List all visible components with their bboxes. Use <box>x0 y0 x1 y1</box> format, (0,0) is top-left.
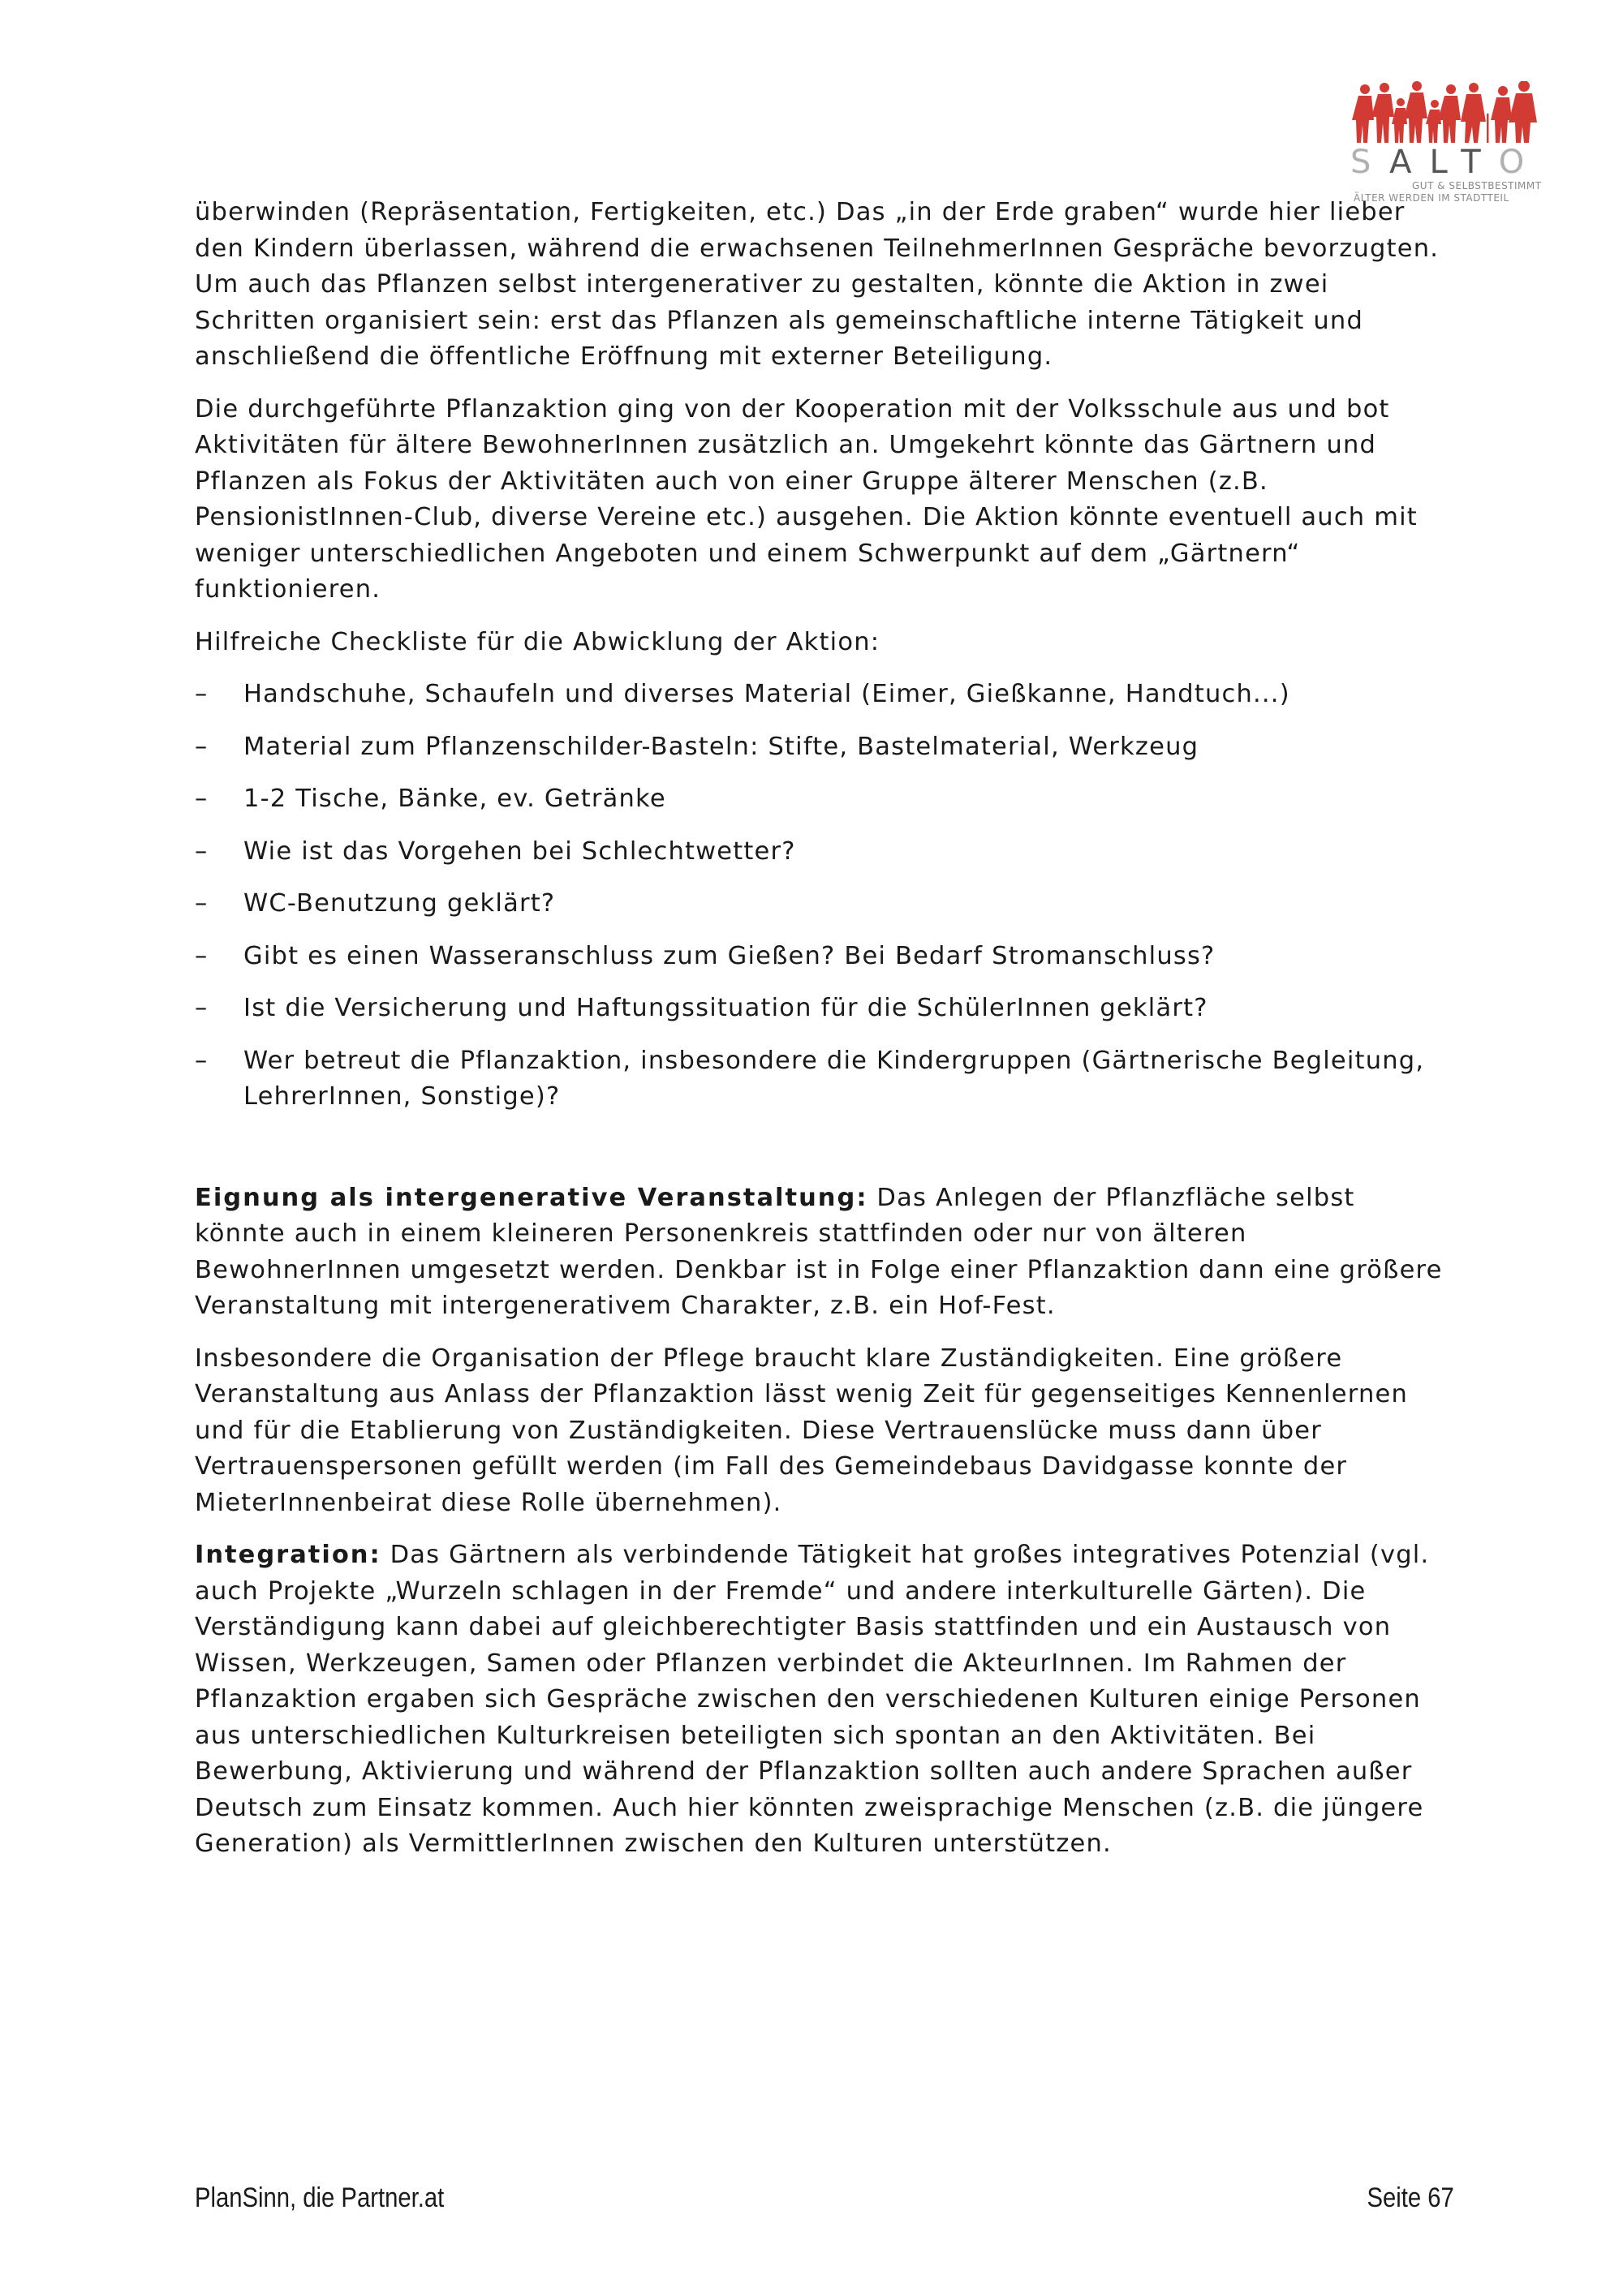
paragraph-eignung <box>195 1180 1444 1325</box>
section-spacer <box>195 1132 1444 1180</box>
dash-marker: – <box>195 994 209 1022</box>
paragraph-kooperation: Die durchgeführte Pflanzaktion ging von der Kooperation mit der Volksschule aus und bot Aktivitäten für ältere BewohnerInnen zusätzlich an. Umgekehrt könnte das Gärtnern und Pflanzen als Fokus der Aktivitäten auch von einer Gruppe älterer Menschen (z.B. PensionistInnen-Club, diverse Vereine etc.) ausgehen. Die Aktion könnte eventuell auch mit weniger unterschiedlichen Angeboten und einem Schwerpunkt auf dem „Gärtnern“ funktionieren. <box>195 394 1418 604</box>
paragraph-intergenerative: überwinden (Repräsentation, Fertigkeiten, etc.) Das „in der Erde graben“ wurde hier lieber den Kindern überlassen, während die erwachsenen TeilnehmerInnen Gespräche bevorzugten. Um auch das Pflanzen selbst intergenerativer zu gestalten, könnte die Aktion in zwei Schritten organisiert sein: erst das Pflanzen als gemeinschaftliche interne Tätigkeit und anschließend die öffentliche Eröffnung mit externer Beteiligung. <box>195 198 1440 371</box>
logo-letter-a: A <box>1389 144 1430 181</box>
checklist-item <box>195 991 1444 1027</box>
dash-marker: – <box>195 941 209 970</box>
checklist-item <box>195 677 1444 713</box>
dash-marker: – <box>195 785 209 813</box>
logo-tagline-1: GUT & SELBSTBESTIMMT <box>1412 180 1542 191</box>
checklist-item-text: Gibt es einen Wasseranschluss zum Gießen? Bei Bedarf Stromanschluss? <box>243 941 1216 970</box>
dash-marker: – <box>195 680 209 708</box>
salto-logo <box>1347 81 1542 203</box>
checklist-item-text: 1-2 Tische, Bänke, ev. Getränke <box>243 785 666 813</box>
logo-figures-graphic <box>1347 81 1542 146</box>
integration-text: Das Gärtnern als verbindende Tätigkeit hat großes integratives Potenzial (vgl. auch Projekte „Wurzeln schlagen in der Fremde“ und andere interkulturelle Gärten). Die Verständigung kann dabei auf gleichberechtigter Basis stattfinden und ein Austausch von Wissen, Werkzeugen, Samen oder Pflanzen verbindet die AkteurInnen. Im Rahmen der Pflanzaktion ergaben sich Gespräche zwischen den verschiedenen Kulturen einige Personen aus unterschiedlichen Kulturkreisen beteiligten sich spontan an den Aktivitäten. Bei Bewerbung, Aktivierung und während der Pflanzaktion sollten auch andere Sprachen außer Deutsch zum Einsatz kommen. Auch hier könnten zweisprachige Menschen (z.B. die jüngere Generation) als VermittlerInnen zwischen den Kulturen unterstützen. <box>195 1541 1430 1858</box>
checklist-item <box>195 834 1444 871</box>
eignung-heading: Eignung als intergenerative Veranstaltung: <box>195 1183 868 1212</box>
checklist-item-text: Wie ist das Vorgehen bei Schlechtwetter? <box>243 836 796 866</box>
checklist-item <box>195 729 1444 766</box>
dash-marker: – <box>195 1046 209 1075</box>
dash-marker: – <box>195 836 209 866</box>
logo-letter-l: L <box>1429 144 1462 181</box>
checklist <box>195 677 1444 1116</box>
checklist-intro: Hilfreiche Checkliste für die Abwicklung der Aktion: <box>195 627 880 656</box>
checklist-item <box>195 939 1444 975</box>
dash-marker: – <box>195 732 209 761</box>
integration-heading: Integration: <box>195 1541 381 1569</box>
footer-publisher: PlanSinn, die Partner.at <box>195 2182 445 2213</box>
logo-letter-s: S <box>1350 144 1390 181</box>
checklist-item-text: Ist die Versicherung und Haftungssituation für die SchülerInnen geklärt? <box>243 994 1208 1022</box>
checklist-item-text: Wer betreut die Pflanzaktion, insbesondere die Kindergruppen (Gärtnerische Begleitung, LehrerInnen, Sonstige)? <box>243 1046 1425 1111</box>
paragraph-integration <box>195 1537 1444 1863</box>
checklist-item-text: Material zum Pflanzenschilder-Basteln: Stifte, Bastelmaterial, Werkzeug <box>243 732 1199 761</box>
logo-wordmark <box>1350 144 1543 181</box>
checklist-item <box>195 1043 1444 1116</box>
logo-letter-o: O <box>1498 144 1543 181</box>
footer-page-number: Seite 67 <box>1367 2182 1454 2213</box>
checklist-item <box>195 781 1444 818</box>
logo-letter-t: T <box>1461 144 1499 181</box>
dash-marker: – <box>195 889 209 918</box>
eignung-text: Das Anlegen der Pflanzfläche selbst könnte auch in einem kleineren Personenkreis stattfinden oder nur von älteren BewohnerInnen umgesetzt werden. Denkbar ist in Folge einer Pflanzaktion dann eine größere Veranstaltung mit intergenerativem Charakter, z.B. ein Hof-Fest. <box>195 1183 1443 1320</box>
paragraph-insbesondere: Insbesondere die Organisation der Pflege braucht klare Zuständigkeiten. Eine größere Veranstaltung aus Anlass der Pflanzaktion lässt wenig Zeit für gegenseitiges Kennenlernen und für die Etablierung von Zuständigkeiten. Diese Vertrauenslücke muss dann über Vertrauenspersonen gefüllt werden (im Fall des Gemeindebaus Davidgasse konnte der MieterInnenbeirat diese Rolle übernehmen). <box>195 1344 1408 1517</box>
logo-tagline-2: ÄLTER WERDEN IM STADTTEIL <box>1354 192 1509 204</box>
document-body <box>195 195 1444 1879</box>
checklist-item-text: Handschuhe, Schaufeln und diverses Material (Eimer, Gießkanne, Handtuch...) <box>243 680 1290 708</box>
checklist-item-text: WC-Benutzung geklärt? <box>243 889 556 918</box>
checklist-item <box>195 886 1444 922</box>
